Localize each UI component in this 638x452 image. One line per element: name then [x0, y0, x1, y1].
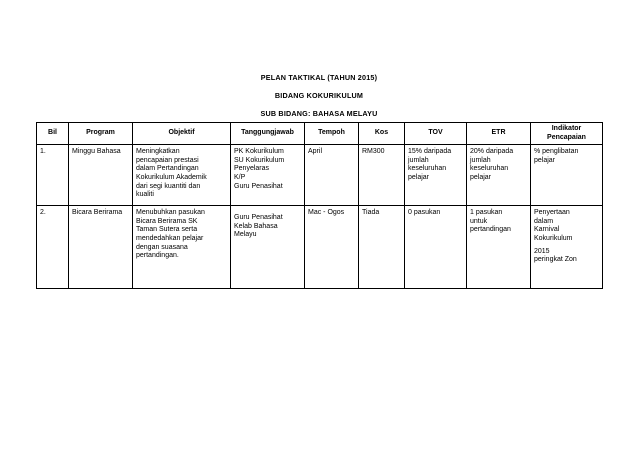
table-row [37, 145, 603, 206]
header-tov: TOV [405, 123, 467, 145]
header-indikator: Indikator Pencapaian [531, 123, 603, 145]
cell-bil: 2. [37, 206, 69, 289]
cell-tanggungjawab: PK Kokurikulum SU Kokurikulum Penyelaras K/P Guru Penasihat [231, 145, 305, 206]
indikator-text: % penglibatan pelajar [534, 148, 579, 164]
document-subtitle: BIDANG KOKURIKULUM [274, 91, 364, 100]
cell-indikator [531, 206, 603, 289]
cell-program: Minggu Bahasa [69, 145, 133, 206]
header-objektif: Objektif [133, 123, 231, 145]
cell-etr: 20% daripada jumlah keseluruhan pelajar [467, 145, 531, 206]
tactical-plan-table [36, 122, 603, 289]
header-tanggungjawab: Tanggungjawab [231, 123, 305, 145]
header-kos: Kos [359, 123, 405, 145]
cell-tov: 0 pasukan [405, 206, 467, 289]
cell-program: Bicara Berirama [69, 206, 133, 289]
header-etr: ETR [467, 123, 531, 145]
cell-etr: 1 pasukan untuk pertandingan [467, 206, 531, 289]
cell-tempoh: Mac - Ogos [305, 206, 359, 289]
cell-tov: 15% daripada jumlah keseluruhan pelajar [405, 145, 467, 206]
sub-bidang-heading: SUB BIDANG: BAHASA MELAYU [260, 109, 378, 118]
tanggungjawab-text: Guru Penasihat Kelab Bahasa Melayu [234, 214, 283, 239]
indikator-extra-text: 2015 peringkat Zon [534, 247, 577, 264]
table-row [37, 206, 603, 289]
cell-kos: RM300 [359, 145, 405, 206]
cell-objektif: Menubuhkan pasukan Bicara Berirama SK Taman Sutera serta mendedahkan pelajar dengan suasana pertandingan. [133, 206, 231, 289]
indikator-text: Penyertaan dalam Karnival Kokurikulum [534, 209, 573, 242]
cell-tanggungjawab [231, 206, 305, 289]
header-tempoh: Tempoh [305, 123, 359, 145]
header-bil: Bil [37, 123, 69, 145]
cell-indikator [531, 145, 603, 206]
table-header-row [37, 123, 603, 145]
document-title: PELAN TAKTIKAL (TAHUN 2015) [260, 73, 378, 82]
cell-bil: 1. [37, 145, 69, 206]
header-program: Program [69, 123, 133, 145]
cell-kos: Tiada [359, 206, 405, 289]
cell-tempoh: April [305, 145, 359, 206]
cell-objektif: Meningkatkan pencapaian prestasi dalam Pertandingan Kokurikulum Akademik dari segi kuantiti dan kualiti [133, 145, 231, 206]
